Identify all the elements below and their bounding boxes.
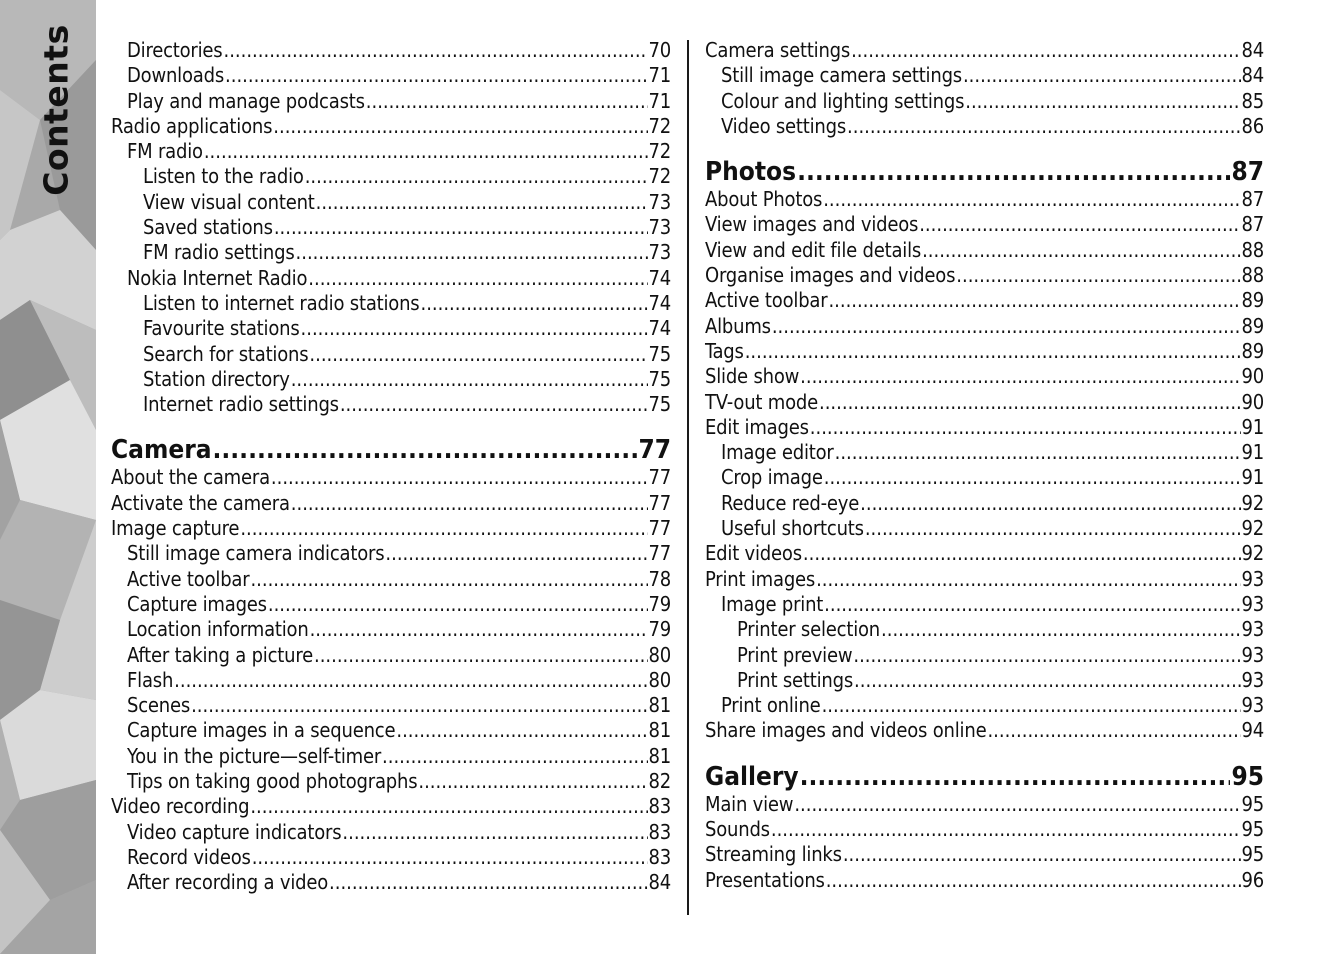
toc-entry-title: Still image camera indicators [127,541,385,566]
dot-leader [223,38,647,63]
toc-entry-page-number: 75 [648,392,671,417]
toc-entry[interactable] [705,263,1264,288]
toc-entry-title: Activate the camera [111,490,290,515]
toc-entry[interactable] [705,842,1264,867]
toc-entry-page-number: 90 [1241,389,1264,414]
toc-column-left [111,38,671,896]
toc-entry[interactable] [111,465,671,490]
toc-entry-page-number: 84 [648,870,671,895]
toc-entry[interactable] [111,164,671,189]
toc-entry[interactable] [111,215,671,240]
toc-entry[interactable] [111,541,671,566]
dot-leader [794,792,1240,817]
toc-entry-title: Share images and videos online [705,718,987,743]
toc-entry-page-number: 73 [648,240,671,265]
toc-entry-title: Reduce red-eye [721,490,860,515]
dot-leader [310,617,648,642]
toc-entry-page-number: 95 [1241,842,1264,867]
toc-entry-title: About the camera [111,465,270,490]
toc-entry-title: Crop image [721,465,823,490]
toc-entry-title: About Photos [705,187,823,212]
toc-entry-page-number: 86 [1241,113,1264,138]
toc-entry-page-number: 70 [648,38,671,62]
toc-entry[interactable] [705,817,1264,842]
toc-entry[interactable] [111,567,671,592]
dot-leader [420,291,647,316]
toc-entry[interactable] [705,792,1264,817]
dot-leader [816,567,1240,592]
dot-leader [922,238,1240,263]
toc-entry-page-number: 84 [1241,63,1264,88]
dot-leader [956,263,1240,288]
dot-leader [396,718,647,743]
dot-leader [828,288,1240,313]
dot-leader [810,415,1241,440]
toc-entry[interactable] [111,592,671,617]
toc-entry-page-number: 93 [1241,642,1264,667]
toc-entry-page-number: 85 [1241,88,1264,113]
toc-entry-page-number: 77 [648,490,671,515]
toc-entry-title: Organise images and videos [705,263,956,288]
toc-entry-title: Slide show [705,364,800,389]
toc-entry[interactable] [111,291,671,316]
toc-entry-page-number: 72 [648,139,671,164]
dot-leader [854,668,1240,693]
toc-entry-page-number: 91 [1241,440,1264,465]
dot-leader [273,114,647,139]
toc-entry-title: Active toolbar [127,566,250,591]
toc-entry[interactable] [111,63,671,88]
toc-entry[interactable] [111,794,671,819]
toc-entry-page-number: 73 [648,189,671,214]
dot-leader [291,367,648,392]
dot-leader [800,763,1231,792]
toc-entry[interactable] [111,516,671,541]
toc-entry-title: Video settings [721,113,847,138]
toc-entry-title: Saved stations [143,215,273,240]
dot-leader [240,516,647,541]
toc-entry-page-number: 93 [1241,667,1264,692]
dot-leader [301,316,648,341]
dot-leader [309,342,647,367]
dot-leader [174,668,647,693]
dot-leader [847,114,1240,139]
toc-entry-title: After taking a picture [127,642,313,667]
toc-entry-page-number: 74 [648,290,671,315]
toc-entry-page-number: 74 [648,316,671,341]
toc-entry-page-number: 94 [1241,718,1264,743]
toc-entry[interactable] [705,89,1264,114]
toc-entry[interactable] [111,845,671,870]
dot-leader [382,744,647,769]
toc-entry[interactable] [111,744,671,769]
dot-leader [271,465,648,490]
toc-entry[interactable] [705,516,1264,541]
toc-entry-page-number: 77 [638,435,671,466]
dot-leader [826,868,1241,893]
toc-entry[interactable] [111,367,671,392]
toc-entry-title: Image editor [721,440,834,465]
toc-entry[interactable] [705,63,1264,88]
toc-entry-page-number: 92 [1241,541,1264,566]
toc-entry-title: Internet radio settings [143,392,339,417]
toc-entry[interactable] [705,541,1264,566]
dot-leader [342,820,647,845]
toc-entry-title: Favourite stations [143,316,300,341]
toc-entry[interactable] [705,288,1264,313]
dot-leader [340,392,648,417]
dot-leader [314,643,648,668]
toc-entry[interactable] [705,114,1264,139]
dot-leader [835,440,1241,465]
dot-leader [268,592,648,617]
toc-entry[interactable] [705,668,1264,693]
toc-entry[interactable] [705,440,1264,465]
toc-entry-page-number: 95 [1241,817,1264,842]
dot-leader [860,491,1240,516]
toc-entry-title: Edit videos [705,541,802,566]
dot-leader [291,491,648,516]
dot-leader [803,541,1241,566]
toc-entry-page-number: 93 [1241,693,1264,718]
toc-entry-title: Station directory [143,366,290,391]
toc-entry-title: Printer selection [737,617,881,642]
toc-entry-page-number: 89 [1241,288,1264,313]
toc-entry-title: Camera settings [705,38,851,62]
toc-entry[interactable] [111,38,671,63]
toc-entry-page-number: 90 [1241,364,1264,389]
toc-entry[interactable] [111,718,671,743]
toc-entry-title: Print preview [737,642,853,667]
dot-leader [881,617,1240,642]
toc-entry-page-number: 80 [648,667,671,692]
toc-entry-page-number: 81 [648,693,671,718]
dot-leader [204,139,648,164]
toc-entry-title: Camera [111,435,212,466]
toc-entry-title: Listen to the radio [143,164,304,189]
dot-leader [305,164,648,189]
toc-entry-page-number: 77 [648,516,671,541]
toc-entry-page-number: 81 [648,718,671,743]
toc-entry-title: Location information [127,617,309,642]
toc-entry-page-number: 93 [1241,566,1264,591]
toc-entry-title: Play and manage podcasts [127,88,365,113]
toc-entry-page-number: 80 [648,642,671,667]
dot-leader [213,436,638,465]
toc-entry[interactable] [111,870,671,895]
toc-entry-title: Listen to internet radio stations [143,290,420,315]
toc-entry-page-number: 78 [648,566,671,591]
toc-chapter-heading[interactable] [705,763,1264,792]
toc-entry-title: FM radio settings [143,240,295,265]
toc-entry-page-number: 71 [648,88,671,113]
toc-entry-page-number: 82 [648,769,671,794]
dot-leader [822,693,1241,718]
toc-entry[interactable] [705,617,1264,642]
dot-leader [919,212,1240,237]
toc-entry-title: Capture images [127,591,267,616]
dot-leader [366,89,648,114]
toc-entry-page-number: 89 [1241,313,1264,338]
toc-entry[interactable] [705,567,1264,592]
toc-entry-title: Downloads [127,63,225,88]
toc-entry-title: Useful shortcuts [721,516,864,541]
toc-entry-page-number: 93 [1241,617,1264,642]
side-tab [0,0,96,954]
dot-leader [819,390,1241,415]
dot-leader [965,89,1240,114]
toc-entry-title: Record videos [127,844,251,869]
dot-leader [329,870,647,895]
toc-entry-title: Image print [721,591,824,616]
toc-entry-title: Albums [705,313,771,338]
toc-entry[interactable] [111,820,671,845]
toc-entry[interactable] [705,238,1264,263]
toc-entry-page-number: 89 [1241,338,1264,363]
toc-entry-title: Gallery [705,761,799,792]
dot-leader [824,465,1241,490]
toc-entry[interactable] [111,668,671,693]
toc-entry-title: View and edit file details [705,237,922,262]
toc-entry-page-number: 96 [1241,867,1264,892]
toc-entry-page-number: 95 [1231,761,1264,792]
toc-entry[interactable] [705,415,1264,440]
toc-entry[interactable] [111,491,671,516]
toc-entry[interactable] [111,769,671,794]
dot-leader [252,845,648,870]
toc-entry-page-number: 72 [648,113,671,138]
dot-leader [797,158,1230,187]
toc-entry-page-number: 74 [648,265,671,290]
toc-entry-title: TV-out mode [705,389,818,414]
toc-entry[interactable] [111,643,671,668]
toc-entry-page-number: 83 [648,844,671,869]
toc-entry-title: Image capture [111,516,240,541]
dot-leader [225,63,647,88]
toc-entry-title: Edit images [705,414,809,439]
toc-entry[interactable] [111,392,671,417]
toc-entry-title: Video capture indicators [127,819,342,844]
toc-entry-page-number: 92 [1241,516,1264,541]
toc-entry-page-number: 92 [1241,490,1264,515]
toc-entry[interactable] [111,617,671,642]
dot-leader [772,314,1241,339]
dot-leader [963,63,1241,88]
dot-leader [385,541,647,566]
toc-entry-title: Tips on taking good photographs [127,769,418,794]
toc-entry-title: Tags [705,338,744,363]
toc-entry[interactable] [705,390,1264,415]
toc-entry[interactable] [705,212,1264,237]
toc-entry[interactable] [705,868,1264,893]
toc-entry-title: Still image camera settings [721,63,962,88]
dot-leader [745,339,1241,364]
dot-leader [308,266,647,291]
toc-entry[interactable] [705,465,1264,490]
toc-entry-title: Streaming links [705,842,842,867]
toc-entry-page-number: 75 [648,366,671,391]
toc-entry-title: View images and videos [705,212,919,237]
dot-leader [853,643,1240,668]
toc-entry[interactable] [705,364,1264,389]
toc-entry-page-number: 81 [648,743,671,768]
dot-leader [843,842,1241,867]
toc-entry-page-number: 73 [648,215,671,240]
toc-entry-title: After recording a video [127,870,329,895]
toc-entry[interactable] [111,266,671,291]
toc-entry-title: FM radio [127,139,203,164]
toc-entry-title: Print settings [737,667,854,692]
dot-leader [296,240,648,265]
toc-entry[interactable] [705,693,1264,718]
toc-entry-title: Directories [127,38,223,62]
toc-entry-title: Active toolbar [705,288,828,313]
toc-entry-page-number: 87 [1241,187,1264,212]
dot-leader [316,190,648,215]
toc-entry-page-number: 93 [1241,591,1264,616]
toc-chapter-heading[interactable] [111,436,671,465]
toc-entry-page-number: 95 [1241,791,1264,816]
toc-entry-page-number: 88 [1241,263,1264,288]
toc-entry[interactable] [111,114,671,139]
toc-entry-page-number: 71 [648,63,671,88]
toc-entry[interactable] [705,718,1264,743]
dot-leader [800,364,1240,389]
toc-entry[interactable] [111,693,671,718]
toc-entry-page-number: 72 [648,164,671,189]
toc-entry[interactable] [705,187,1264,212]
toc-entry-title: Radio applications [111,113,273,138]
dot-leader [250,567,647,592]
toc-entry-title: Video recording [111,794,250,819]
toc-entry-title: Search for stations [143,341,309,366]
toc-entry-title: You in the picture—self-timer [127,743,382,768]
toc-entry-title: Capture images in a sequence [127,718,396,743]
dot-leader [418,769,647,794]
toc-entry-title: Presentations [705,867,825,892]
toc-entry-page-number: 87 [1241,212,1264,237]
toc-column-right [705,38,1264,893]
toc-entry-page-number: 91 [1241,414,1264,439]
toc-entry[interactable] [111,342,671,367]
toc-entry-page-number: 83 [648,819,671,844]
toc-entry[interactable] [705,491,1264,516]
section-title: Contents [36,24,76,196]
toc-entry-page-number: 88 [1241,237,1264,262]
toc-entry-page-number: 77 [648,541,671,566]
toc-entry[interactable] [111,190,671,215]
toc-entry[interactable] [111,240,671,265]
dot-leader [824,592,1240,617]
toc-entry-title: Scenes [127,693,191,718]
toc-entry-page-number: 79 [648,617,671,642]
dot-leader [191,693,647,718]
toc-entry-title: Sounds [705,817,770,842]
toc-entry[interactable] [111,89,671,114]
toc-entry-title: Flash [127,667,174,692]
toc-entry-title: View visual content [143,189,315,214]
toc-entry-title: Main view [705,791,794,816]
toc-entry[interactable] [705,38,1264,63]
toc-entry[interactable] [111,316,671,341]
dot-leader [851,38,1240,63]
toc-entry-title: Photos [705,157,797,188]
toc-entry[interactable] [705,643,1264,668]
toc-entry-title: Nokia Internet Radio [127,265,308,290]
column-divider [687,40,689,915]
dot-leader [274,215,648,240]
toc-entry[interactable] [705,592,1264,617]
toc-chapter-heading[interactable] [705,158,1264,187]
dot-leader [771,817,1241,842]
toc-entry-page-number: 84 [1241,38,1264,62]
toc-entry-title: Colour and lighting settings [721,88,965,113]
toc-entry[interactable] [705,339,1264,364]
toc-entry-page-number: 91 [1241,465,1264,490]
dot-leader [823,187,1240,212]
toc-entry-title: Print online [721,693,821,718]
toc-entry[interactable] [705,314,1264,339]
toc-entry-title: Print images [705,566,816,591]
toc-entry-page-number: 87 [1231,157,1264,188]
dot-leader [865,516,1241,541]
toc-entry-page-number: 77 [648,465,671,490]
toc-entry[interactable] [111,139,671,164]
dot-leader [987,718,1240,743]
toc-entry-page-number: 75 [648,341,671,366]
toc-entry-page-number: 83 [648,794,671,819]
dot-leader [250,794,647,819]
toc-entry-page-number: 79 [648,591,671,616]
